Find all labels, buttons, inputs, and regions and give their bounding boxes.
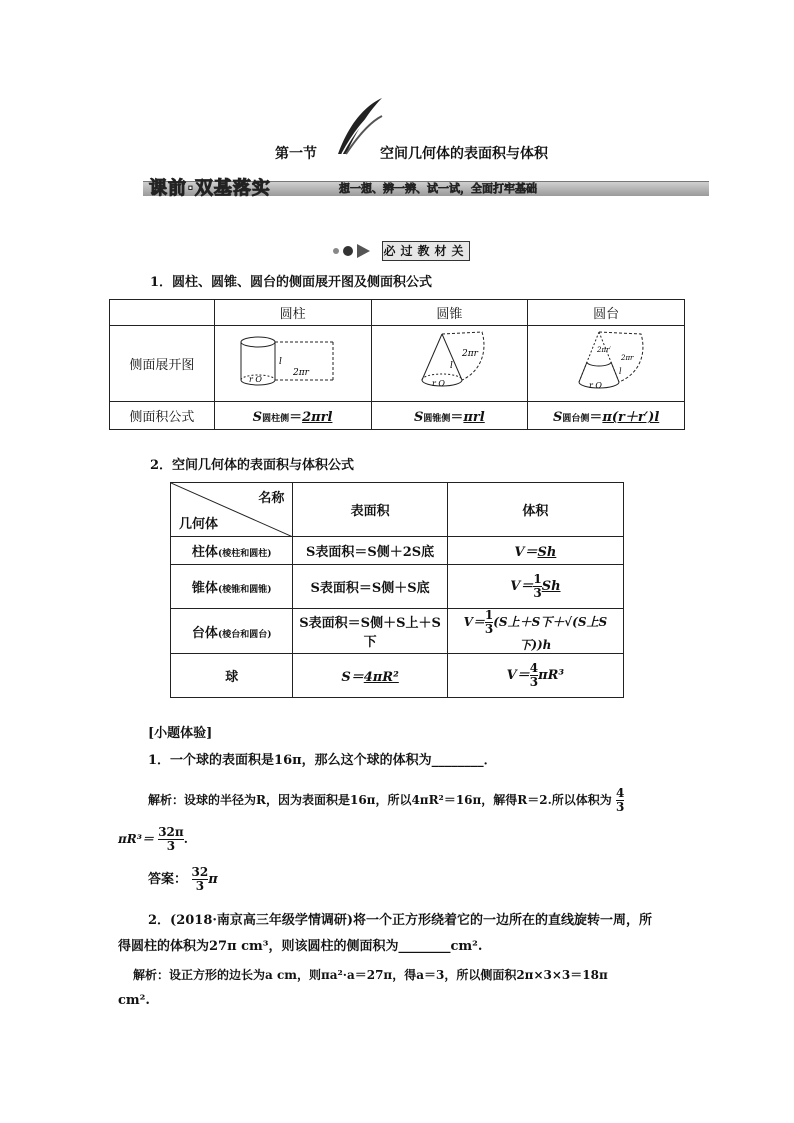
section-number: 第一节	[275, 146, 317, 162]
row-frustum-surface: S表面积＝S侧＋S上＋S下	[293, 609, 447, 654]
q2-analysis-cont: cm².	[118, 993, 150, 1008]
row-prism-name: 柱体(棱柱和圆柱)	[171, 537, 293, 565]
q1-frac-32pi-3: $\frac{32\pi}{3}$	[158, 825, 184, 853]
corner-cell	[110, 300, 215, 326]
part1-heading: 1．圆柱、圆锥、圆台的侧面展开图及侧面积公式	[150, 275, 433, 290]
row-sphere-name: 球	[171, 654, 293, 698]
banner-sub-text: 想一想、辨一辨、试一试，全面打牢基础	[339, 182, 537, 195]
q1-answer-frac: $\frac{32}{3}$	[191, 865, 209, 893]
row-formula-label: 侧面积公式	[110, 402, 215, 430]
banner-main-text: 课前·双基落实	[149, 178, 271, 199]
cone-label-ro: r O	[432, 378, 446, 388]
q1-answer: 答案： $\frac{32}{3}$ π	[148, 865, 218, 893]
row-sphere-surface: S＝4πR²	[293, 654, 447, 698]
label-2pir: 2πr	[292, 367, 309, 378]
swoosh-logo-icon	[336, 96, 384, 156]
cone-formula-answer: πrl	[463, 410, 485, 425]
frustum-label-l: l	[619, 366, 622, 376]
col-cone: 圆锥	[371, 300, 528, 326]
col-cylinder: 圆柱	[214, 300, 371, 326]
cylinder-formula: S圆柱侧＝2πrl	[214, 402, 371, 430]
frustum-formula: S圆台侧＝π(r＋r′)l	[528, 402, 685, 430]
q1-frac-four-thirds: $\frac{4}{3}$	[616, 786, 625, 814]
col-frustum: 圆台	[528, 300, 685, 326]
frustum-label-2pir: 2πr	[621, 353, 634, 362]
frustum-volume-answer: (S上＋S下＋√(S上S下))h	[493, 615, 608, 652]
label-ro: r O	[248, 374, 262, 384]
row-unfold-label: 侧面展开图	[110, 326, 215, 402]
prism-volume-answer: Sh	[537, 545, 557, 560]
corner-top-label: 名称	[258, 491, 285, 506]
question-2-line1: 2．(2018·南京高三年级学情调研)将一个正方形绕着它的一边所在的直线旋转一周，所	[148, 913, 653, 928]
frustum-label-2pir-prime: 2πr′	[597, 345, 612, 354]
row-prism-volume: V＝Sh	[447, 537, 623, 565]
row-pyramid-name: 锥体(棱锥和圆锥)	[171, 565, 293, 609]
cone-formula: S圆锥侧＝πrl	[371, 402, 528, 430]
pass-label: 必过教材关	[382, 241, 470, 261]
exercise-tag: [小题体验]	[148, 726, 213, 741]
q2-analysis: 解析：设正方形的边长为a cm，则πa²·a＝27π，得a＝3，所以侧面积2π×3×3＝18π	[133, 968, 608, 982]
section-banner	[143, 178, 709, 198]
fraction-one-third: $\frac{1}{3}$	[533, 572, 542, 600]
pyramid-volume-answer: Sh	[541, 579, 561, 594]
dots-icon	[330, 241, 380, 261]
question-1: 1．一个球的表面积是16π，那么这个球的体积为________．	[148, 753, 497, 768]
corner-bottom-label: 几何体	[179, 517, 219, 532]
row-sphere-volume: V＝ $\frac{4}{3}$ πR³	[447, 654, 623, 698]
cylinder-figure-cell	[214, 326, 371, 402]
col-surface: 表面积	[293, 483, 447, 537]
cone-unfold-figure	[404, 328, 494, 396]
unfold-table	[109, 299, 685, 430]
row-frustum-name: 台体(棱台和圆台)	[171, 609, 293, 654]
cylinder-unfold-figure	[233, 330, 353, 394]
frustum-label-ro: r O	[589, 380, 603, 390]
fraction-one-third-frustum: $\frac{1}{3}$	[484, 608, 494, 636]
cone-label-l: l	[450, 360, 454, 371]
row-prism-surface: S表面积＝S侧＋2S底	[293, 537, 447, 565]
col-volume: 体积	[447, 483, 623, 537]
label-l: l	[278, 356, 282, 367]
cone-label-2pir: 2πr	[462, 348, 479, 359]
diagonal-header-cell	[171, 483, 293, 537]
cylinder-formula-answer: 2πrl	[302, 410, 333, 425]
sphere-surface-answer: 4πR²	[363, 670, 399, 685]
row-frustum-volume: V＝ $\frac{1}{3}$ (S上＋S下＋√(S上S下))h	[447, 609, 623, 654]
row-pyramid-surface: S表面积＝S侧＋S底	[293, 565, 447, 609]
cone-figure-cell	[371, 326, 528, 402]
frustum-unfold-figure	[561, 328, 651, 396]
formula-table	[170, 482, 624, 698]
sphere-volume-answer: πR³	[538, 668, 565, 683]
frustum-figure-cell	[528, 326, 685, 402]
q1-analysis-cont: πR³＝ $\frac{32\pi}{3}$ .	[118, 825, 188, 853]
fraction-four-thirds: $\frac{4}{3}$	[529, 661, 539, 689]
question-2-line2: 得圆柱的体积为27π cm³，则该圆柱的侧面积为________cm².	[118, 939, 483, 954]
section-title: 空间几何体的表面积与体积	[380, 146, 548, 162]
frustum-formula-answer: π(r＋r′)l	[602, 410, 660, 425]
part2-heading: 2．空间几何体的表面积与体积公式	[150, 458, 355, 473]
row-pyramid-volume: V＝ $\frac{1}{3}$ Sh	[447, 565, 623, 609]
q1-analysis: 解析：设球的半径为R，因为表面积是16π，所以4πR²＝16π，解得R＝2.所以体积为 $\frac{4}{3}$	[148, 786, 625, 814]
